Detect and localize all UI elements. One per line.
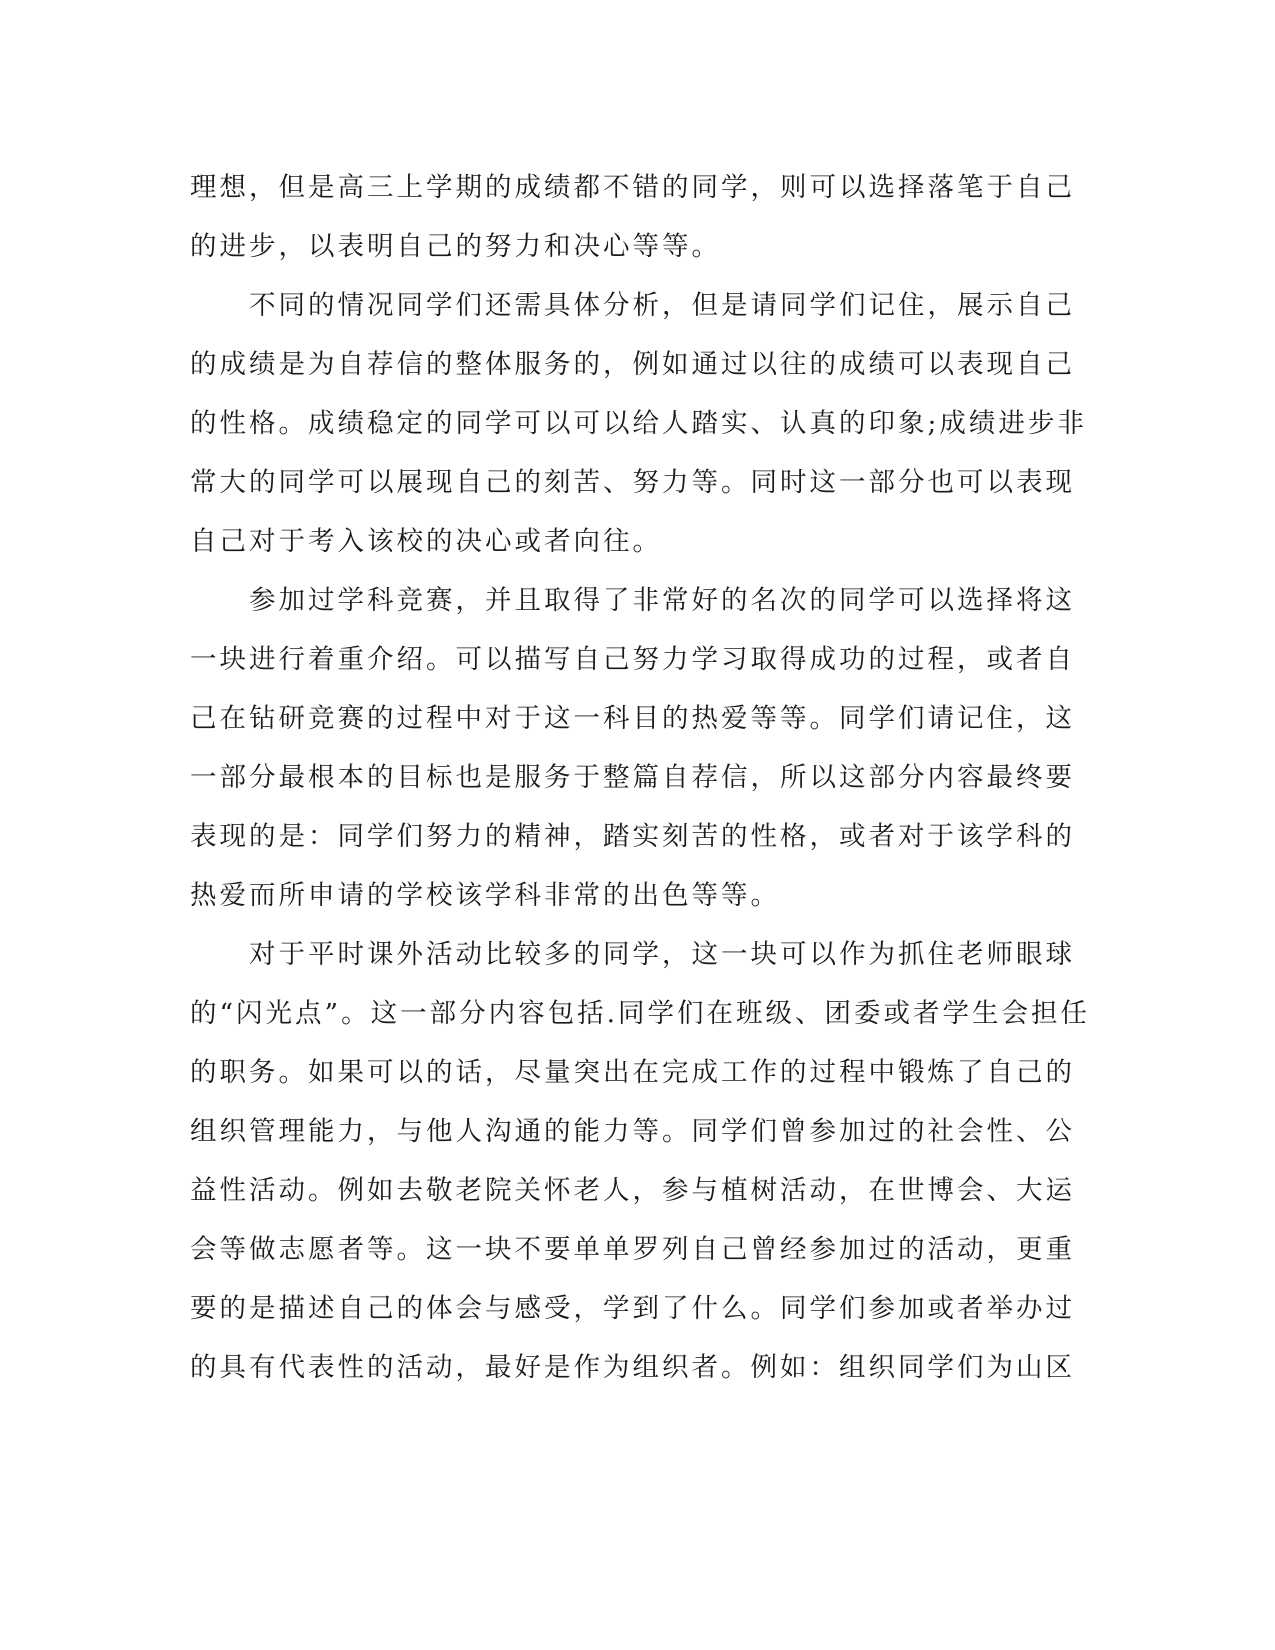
- text-line: 的具有代表性的活动，最好是作为组织者。例如：组织同学们为山区: [190, 1352, 1075, 1383]
- text-line: 表现的是：同学们努力的精神，踏实刻苦的性格，或者对于该学科的: [190, 821, 1075, 852]
- text-line: 的职务。如果可以的话，尽量突出在完成工作的过程中锻炼了自己的: [190, 1057, 1075, 1088]
- text-line: 要的是描述自己的体会与感受，学到了什么。同学们参加或者举办过: [190, 1293, 1075, 1324]
- text-line: 的性格。成绩稳定的同学可以可以给人踏实、认真的印象;成绩进步非: [190, 408, 1087, 439]
- text-line: 一块进行着重介绍。可以描写自己努力学习取得成功的过程，或者自: [190, 644, 1075, 675]
- text-line: 的进步，以表明自己的努力和决心等等。: [190, 231, 721, 262]
- text-line: 热爱而所申请的学校该学科非常的出色等等。: [190, 880, 780, 911]
- text-line: 一部分最根本的目标也是服务于整篇自荐信，所以这部分内容最终要: [190, 762, 1075, 793]
- text-line: 的“闪光点”。这一部分内容包括.同学们在班级、团委或者学生会担任: [190, 998, 1091, 1029]
- text-line: 组织管理能力，与他人沟通的能力等。同学们曾参加过的社会性、公: [190, 1116, 1075, 1147]
- text-line: 会等做志愿者等。这一块不要单单罗列自己曾经参加过的活动，更重: [190, 1234, 1075, 1265]
- text-line: 的成绩是为自荐信的整体服务的，例如通过以往的成绩可以表现自己: [190, 349, 1075, 380]
- text-line: 参加过学科竞赛，并且取得了非常好的名次的同学可以选择将这: [190, 585, 1075, 616]
- text-line: 对于平时课外活动比较多的同学，这一块可以作为抓住老师眼球: [190, 939, 1075, 970]
- text-line: 理想，但是高三上学期的成绩都不错的同学，则可以选择落笔于自己: [190, 172, 1075, 203]
- text-line: 益性活动。例如去敬老院关怀老人，参与植树活动，在世博会、大运: [190, 1175, 1075, 1206]
- text-line: 不同的情况同学们还需具体分析，但是请同学们记住，展示自己: [190, 290, 1075, 321]
- text-line: 自己对于考入该校的决心或者向往。: [190, 526, 662, 557]
- text-line: 己在钻研竞赛的过程中对于这一科目的热爱等等。同学们请记住，这: [190, 703, 1075, 734]
- text-line: 常大的同学可以展现自己的刻苦、努力等。同时这一部分也可以表现: [190, 467, 1075, 498]
